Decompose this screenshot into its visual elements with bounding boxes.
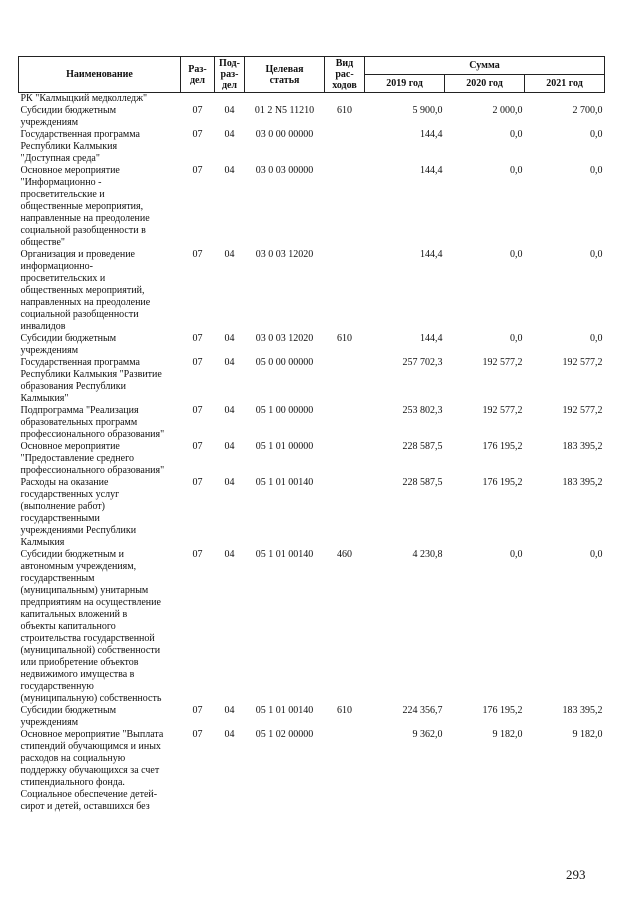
table-row [19, 441, 605, 477]
cell-2019: 9 362,0 [412, 729, 443, 740]
cell-2021: 2 700,0 [572, 105, 603, 116]
cell-razdel: 07 [192, 549, 203, 560]
cell-target: 03 0 03 00000 [255, 165, 314, 176]
cell-name: Основное мероприятие "Информационно - просветительские и общественные мероприятия, направленные на преодоление социальной разобщенности в обществе" [20, 165, 150, 248]
cell-2020: 176 195,2 [482, 441, 523, 452]
cell-vid [325, 441, 365, 477]
table-row [19, 333, 605, 357]
cell-target: 03 0 00 00000 [255, 129, 314, 140]
cell-name: Подпрограмма "Реализация образовательных программ профессионального образования" [20, 405, 165, 440]
header-name: Наименование [19, 57, 181, 93]
header-2021: 2021 год [525, 75, 605, 93]
cell-vid: 610 [337, 333, 352, 344]
header-2019: 2019 год [365, 75, 445, 93]
cell-podrazdel: 04 [224, 705, 235, 716]
cell-2021: 192 577,2 [562, 357, 603, 368]
cell-podrazdel: 04 [224, 549, 235, 560]
cell-2021: 0,0 [590, 549, 603, 560]
cell-2019: 228 587,5 [402, 441, 443, 452]
cell-target: 05 1 00 00000 [255, 405, 314, 416]
cell-2020: 2 000,0 [492, 105, 523, 116]
cell-name: Субсидии бюджетным учреждениям [20, 105, 117, 128]
cell-2021: 183 395,2 [562, 705, 603, 716]
cell-podrazdel [215, 93, 245, 106]
table-row [19, 549, 605, 705]
cell-target: 03 0 03 12020 [255, 249, 314, 260]
cell-podrazdel: 04 [224, 729, 235, 740]
cell-vid [325, 477, 365, 549]
cell-2020 [445, 93, 525, 106]
cell-vid [325, 93, 365, 106]
cell-podrazdel: 04 [224, 333, 235, 344]
cell-vid: 610 [337, 105, 352, 116]
cell-name: Основное мероприятие "Предоставление среднего профессионального образования" [20, 441, 165, 476]
table-row [19, 405, 605, 441]
cell-razdel: 07 [192, 165, 203, 176]
cell-2020: 192 577,2 [482, 357, 523, 368]
cell-razdel [181, 93, 215, 106]
cell-2021: 183 395,2 [562, 477, 603, 488]
cell-2019: 224 356,7 [402, 705, 443, 716]
cell-razdel: 07 [192, 405, 203, 416]
cell-vid: 610 [337, 705, 352, 716]
cell-razdel: 07 [192, 441, 203, 452]
cell-2021: 0,0 [590, 333, 603, 344]
cell-razdel: 07 [192, 477, 203, 488]
table-row [19, 729, 605, 813]
cell-2020: 176 195,2 [482, 705, 523, 716]
cell-2019 [365, 93, 445, 106]
header-razdel: Раз- дел [181, 57, 215, 93]
cell-target: 05 1 01 00140 [255, 705, 314, 716]
cell-razdel: 07 [192, 333, 203, 344]
cell-podrazdel: 04 [224, 129, 235, 140]
cell-2020: 0,0 [510, 129, 523, 140]
cell-razdel: 07 [192, 105, 203, 116]
cell-name: Организация и проведение информационно- просветительских и общественных мероприятий, направленных на преодоление социальной разобщенности инвалидов [20, 249, 151, 332]
cell-podrazdel: 04 [224, 405, 235, 416]
cell-vid [325, 129, 365, 165]
cell-2020: 176 195,2 [482, 477, 523, 488]
table-row [19, 705, 605, 729]
cell-2020: 0,0 [510, 333, 523, 344]
table-body [19, 93, 605, 814]
cell-2019: 228 587,5 [402, 477, 443, 488]
cell-2019: 253 802,3 [402, 405, 443, 416]
cell-vid [325, 405, 365, 441]
cell-2019: 5 900,0 [412, 105, 443, 116]
cell-podrazdel: 04 [224, 357, 235, 368]
cell-2021: 9 182,0 [572, 729, 603, 740]
cell-2021: 0,0 [590, 129, 603, 140]
cell-name: Субсидии бюджетным учреждениям [20, 705, 117, 728]
cell-name: Субсидии бюджетным и автономным учреждениям, государственным (муниципальным) унитарным предприятиям на осуществление капитальных вложений в объекты капитального строительства государственной (муниципальной) собственности или приобретение объектов недвижимого имущества в государственную (муниципальную) собственность [20, 549, 162, 704]
cell-razdel: 07 [192, 729, 203, 740]
cell-2021: 192 577,2 [562, 405, 603, 416]
cell-2020: 9 182,0 [492, 729, 523, 740]
header-vid: Вид рас- ходов [325, 57, 365, 93]
cell-name: Основное мероприятие "Выплата стипендий обучающимся и иных расходов на социальную поддержку обучающихся за счет стипендиального фонда. Социальное обеспечение детей- сирот и детей, оставшихся без [20, 729, 164, 812]
cell-podrazdel: 04 [224, 105, 235, 116]
header-2020: 2020 год [445, 75, 525, 93]
cell-podrazdel: 04 [224, 441, 235, 452]
cell-2019: 144,4 [420, 165, 443, 176]
header-podrazdel: Под- раз- дел [215, 57, 245, 93]
cell-target: 05 0 00 00000 [255, 357, 314, 368]
table-row [19, 357, 605, 405]
header-target: Целевая статья [245, 57, 325, 93]
budget-table [18, 56, 605, 813]
cell-vid: 460 [337, 549, 352, 560]
cell-target [245, 93, 325, 106]
cell-razdel: 07 [192, 249, 203, 260]
cell-2019: 257 702,3 [402, 357, 443, 368]
table-row [19, 129, 605, 165]
cell-name: Государственная программа Республики Калмыкия "Развитие образования Республики Калмыкия" [20, 357, 162, 404]
cell-2020: 192 577,2 [482, 405, 523, 416]
cell-2021 [525, 93, 605, 106]
table-row [19, 93, 605, 106]
cell-razdel: 07 [192, 357, 203, 368]
table-row [19, 165, 605, 249]
cell-2019: 144,4 [420, 333, 443, 344]
cell-target: 01 2 N5 11210 [254, 105, 315, 116]
cell-razdel: 07 [192, 129, 203, 140]
cell-target: 05 1 01 00140 [255, 477, 314, 488]
table-row [19, 477, 605, 549]
cell-vid [325, 249, 365, 333]
cell-name: Расходы на оказание государственных услуг (выполнение работ) государственными учреждениями Республики Калмыкия [20, 477, 137, 548]
cell-target: 05 1 01 00000 [255, 441, 314, 452]
cell-2021: 183 395,2 [562, 441, 603, 452]
cell-razdel: 07 [192, 705, 203, 716]
cell-vid [325, 729, 365, 813]
cell-vid [325, 165, 365, 249]
cell-2019: 144,4 [420, 249, 443, 260]
cell-target: 03 0 03 12020 [255, 333, 314, 344]
cell-vid [325, 357, 365, 405]
cell-podrazdel: 04 [224, 477, 235, 488]
table-header [19, 57, 605, 93]
cell-2019: 144,4 [420, 129, 443, 140]
cell-2019: 4 230,8 [412, 549, 443, 560]
cell-2021: 0,0 [590, 249, 603, 260]
cell-2020: 0,0 [510, 249, 523, 260]
cell-podrazdel: 04 [224, 249, 235, 260]
table-row [19, 249, 605, 333]
cell-target: 05 1 01 00140 [255, 549, 314, 560]
cell-target: 05 1 02 00000 [255, 729, 314, 740]
cell-name: РК "Калмыцкий медколледж" [20, 93, 148, 104]
cell-name: Субсидии бюджетным учреждениям [20, 333, 117, 356]
cell-name: Государственная программа Республики Калмыкия "Доступная среда" [20, 129, 140, 164]
cell-2021: 0,0 [590, 165, 603, 176]
cell-2020: 0,0 [510, 549, 523, 560]
header-sum: Сумма [365, 57, 605, 75]
page-number: 293 [566, 867, 586, 882]
cell-podrazdel: 04 [224, 165, 235, 176]
table-row [19, 105, 605, 129]
cell-2020: 0,0 [510, 165, 523, 176]
